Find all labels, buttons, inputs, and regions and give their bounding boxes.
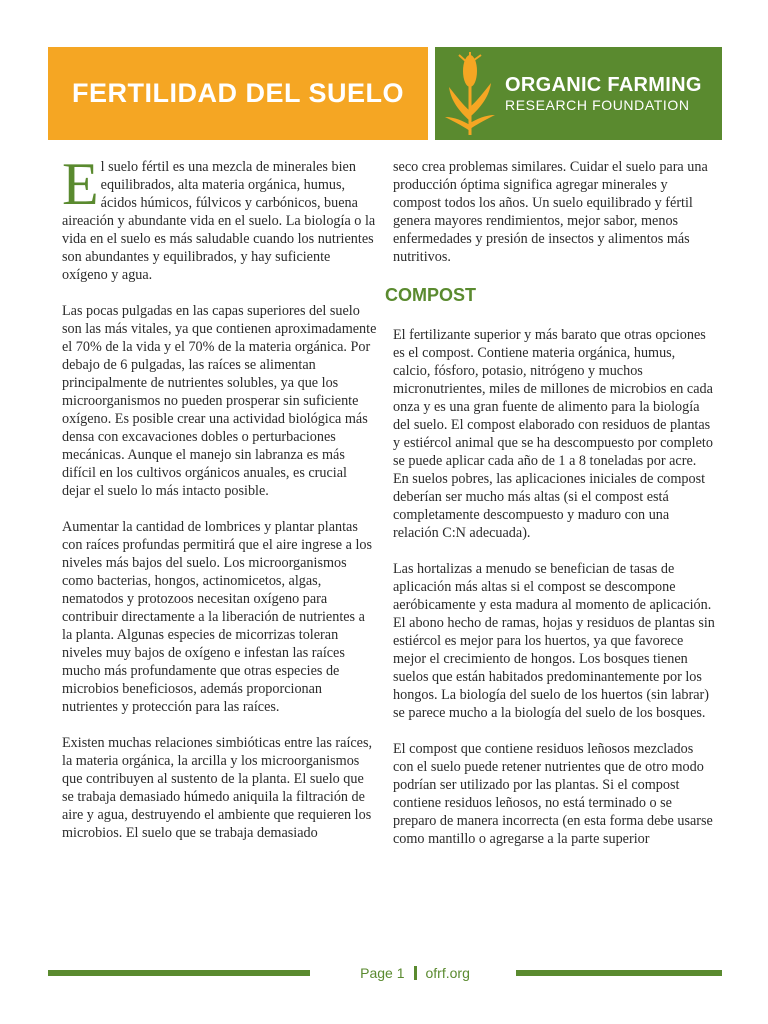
footer-rule-right	[516, 970, 722, 976]
page-title: FERTILIDAD DEL SUELO	[71, 78, 404, 108]
website-link[interactable]: ofrf.org	[425, 965, 470, 981]
title-banner	[48, 47, 428, 140]
right-column	[385, 158, 715, 866]
section-heading-compost: COMPOST	[385, 285, 477, 305]
paragraph-topsoil: Las pocas pulgadas en las capas superiores del suelo son las más vitales, ya que contienen aproximadamente el 70% de la vida y el 70% de la materia orgánica. Por debajo de 6 pulgadas, las raíces se alimentan principalmente de nutrientes solubles, ya que los microorganismos no pueden prosperar sin suficiente oxígeno. Es posible crear una actividad biológica más densa con excavaciones dobles o perturbaciones mecánicas. Aunque el manejo sin labranza es más difícil en los cultivos orgánicos anuales, es crucial dejar el suelo lo más intacto posible.	[62, 303, 377, 499]
paragraph-vegetables: Las hortalizas a menudo se benefician de tasas de aplicación más altas si el compost se descompone aeróbicamente y esta madura al momento de aplicación. El abono hecho de ramas, hojas y residuos de plantas sin estiércol es mejor para los huertos, ya que favorece mejor el crecimiento de hongos. Los bosques tienen suelos que están habitados predominantemente por los hongos. La biología del suelo de los huertos (sin labrar) se parece mucho a la biología del suelo de los bosques.	[393, 561, 715, 721]
org-name	[505, 74, 702, 114]
drop-cap: E	[62, 151, 99, 217]
page-number: Page 1	[360, 965, 405, 981]
left-column	[62, 151, 378, 860]
paragraph-intro-text: l suelo fértil es una mezcla de minerales bien equilibrados, alta materia orgánica, humus, ácidos húmicos, fúlvicos y carbónicos, buena aireación y abundante vida en el suelo. La biología o la vida en el suelo es más saludable cuando los nutrientes son abundantes y equilibrados, y hay suficiente oxígeno y agua.	[62, 159, 376, 283]
org-logo-banner	[435, 47, 722, 140]
footer-rule-left	[48, 970, 310, 976]
org-name-line2: RESEARCH FOUNDATION	[505, 96, 690, 113]
paragraph-intro	[62, 151, 378, 284]
paragraph-compost: El fertilizante superior y más barato que otras opciones es el compost. Contiene materia orgánica, humus, calcio, fósforo, potasio, nitrógeno y muchos micronutrientes, miles de millones de microbios en cada onza y es una gran fuente de alimento para la biología del suelo. El compost elaborado con residuos de plantas y estiércol animal que se ha descompuesto por completo se puede aplicar cada año de 1 a 8 toneladas por acre. En suelos pobres, las aplicaciones iniciales de compost deberían ser mucho más altas (si el compost está completamente descompuesto y maduro con una relación C:N adecuada).	[393, 327, 713, 541]
footer-separator	[414, 966, 417, 980]
paragraph-symbiosis: Existen muchas relaciones simbióticas entre las raíces, la materia orgánica, la arcilla y los microorganismos que contribuyen al sustento de la planta. El suelo que se trabaja demasiado húmedo aniquila la filtración de aire y agua, destruyendo el ambiente que requieren los microbios. El suelo que se trabaja demasiado	[62, 735, 373, 841]
paragraph-woody-compost: El compost que contiene residuos leñosos mezclados con el suelo puede retener nutrientes que de otro modo podrían ser utilizado por las plantas. Si el compost contiene residuos leñosos, no está terminado o se preparo de manera incorrecta (en esta forma debe usarse como mantillo o agregarse a la parte superior	[393, 741, 713, 847]
footer-text	[320, 962, 510, 984]
org-name-line1: ORGANIC FARMING	[505, 73, 702, 96]
corn-stalk-icon	[441, 51, 499, 137]
page-footer	[48, 962, 722, 984]
paragraph-aeration: Aumentar la cantidad de lombrices y plantar plantas con raíces profundas permitirá que el aire ingrese a los niveles más bajos del suelo. Los microorganismos como bacterias, hongos, actinomicetos, algas, nematodos y protozoos necesitan oxígeno para contribuir directamente a la liberación de nutrientes a la planta. Algunas especies de micorrizas toleran niveles muy bajos de oxígeno e infestan las raíces mucho más profundamente que otras especies de microbios beneficiosos, además proporcionan nutrientes y protección para las raíces.	[62, 519, 373, 715]
paragraph-continuation: seco crea problemas similares. Cuidar el suelo para una producción óptima significa agregar minerales y compost todos los años. Un suelo equilibrado y fértil genera mayores rendimientos, mejor sabor, menos enfermedades y presión de insectos y alimentos más nutritivos.	[393, 159, 708, 265]
